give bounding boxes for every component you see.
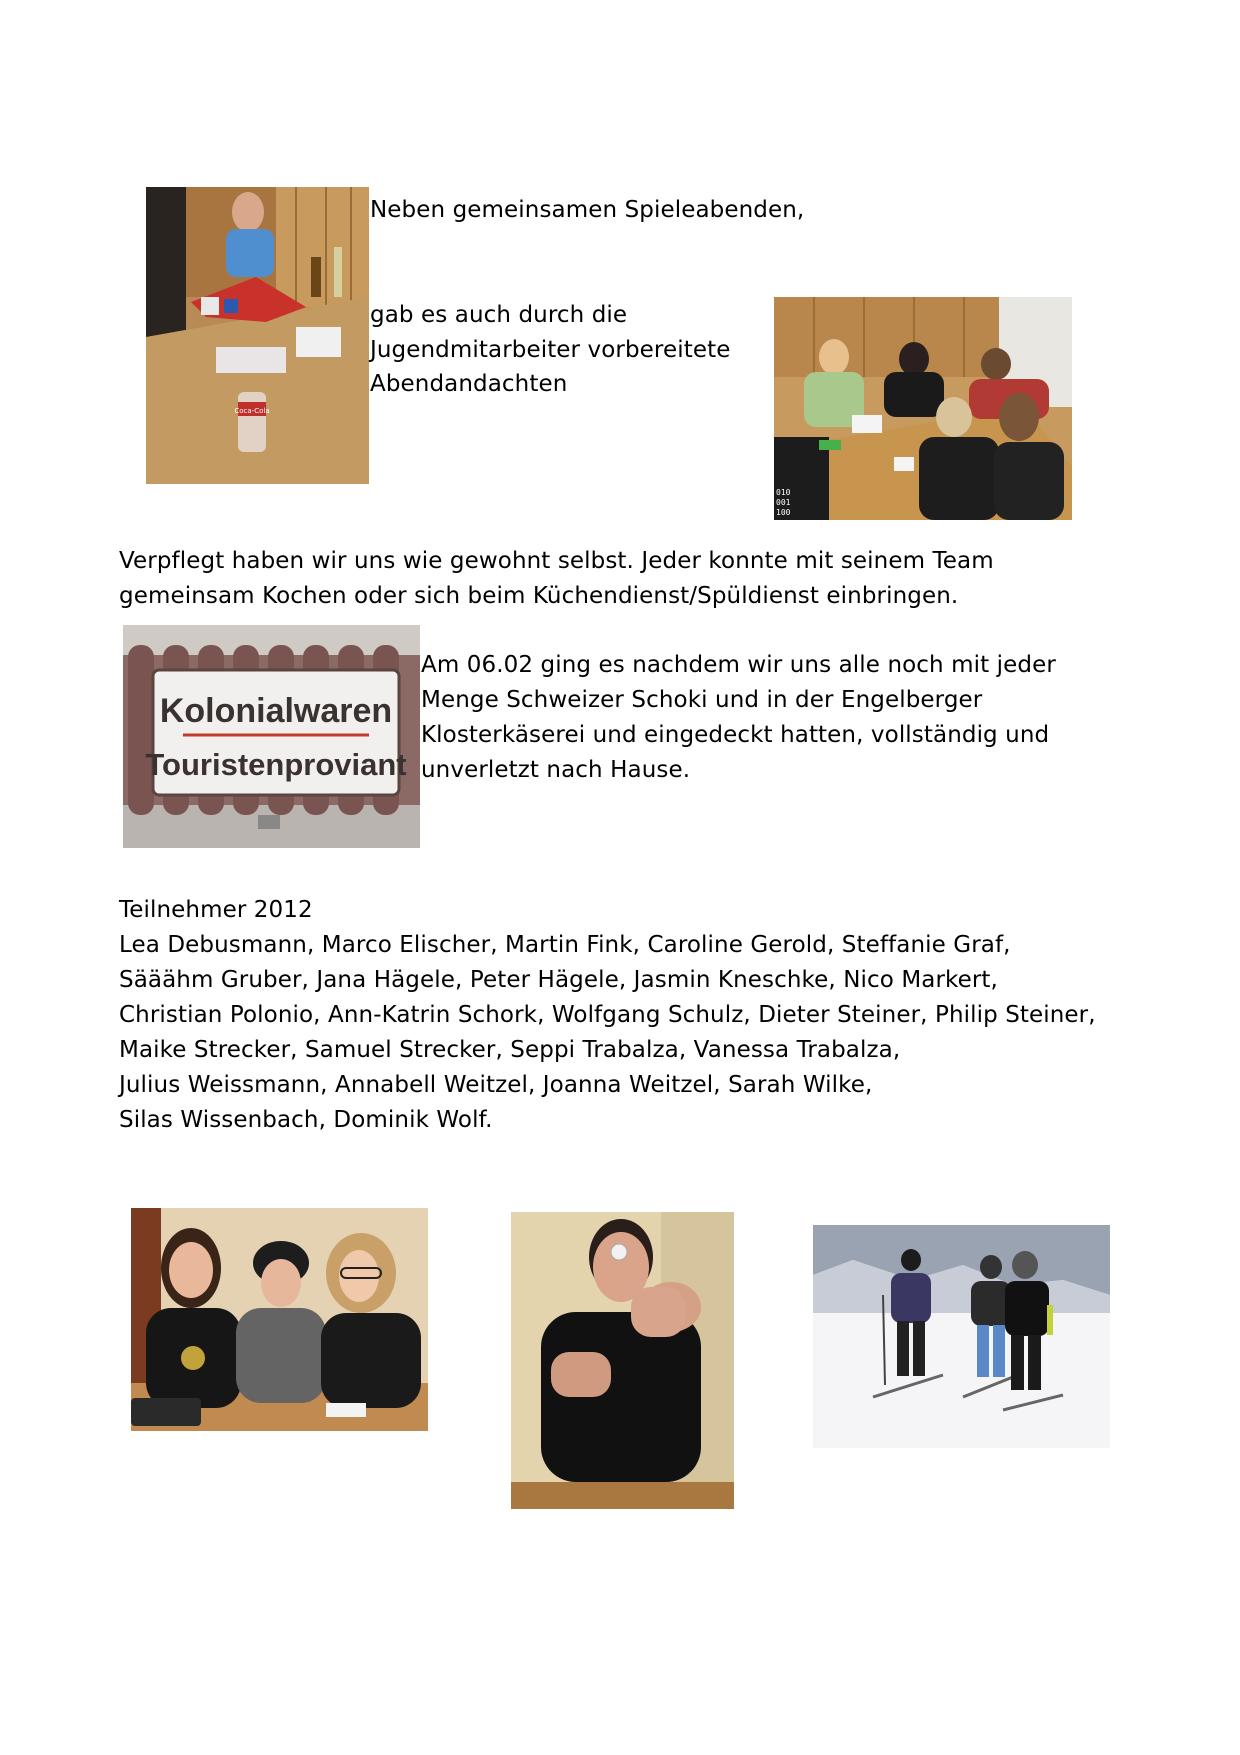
teilnehmer-line-2: Sääähm Gruber, Jana Hägele, Peter Hägele, Jasmin Kneschke, Nico Markert, (119, 967, 998, 993)
photo-abendandacht-group (774, 297, 1072, 520)
teilnehmer-line-5: Julius Weissmann, Annabell Weitzel, Joanna Weitzel, Sarah Wilke, (119, 1072, 873, 1098)
intro-spieleabende: Neben gemeinsamen Spieleabenden, (370, 197, 805, 223)
skiers-image (813, 1225, 1110, 1448)
sign-line-1: Kolonialwaren (159, 692, 393, 730)
coin-trick-image (511, 1212, 734, 1509)
code-line-2: 001 (776, 498, 791, 507)
game-evening-image (146, 187, 369, 484)
intro-andachten-line-3: Abendandachten (370, 371, 568, 397)
sign-image (123, 625, 420, 848)
verpflegung-line-1: Verpflegt haben wir uns wie gewohnt selbst. Jeder konnte mit seinem Team (119, 548, 994, 574)
bottle-label: Coca-Cola (234, 407, 270, 415)
teilnehmer-line-4: Maike Strecker, Samuel Strecker, Seppi Trabalza, Vanessa Trabalza, (119, 1037, 901, 1063)
teilnehmer-line-6: Silas Wissenbach, Dominik Wolf. (119, 1107, 493, 1133)
photo-skiers (813, 1225, 1110, 1448)
code-line-3: 100 (776, 508, 791, 517)
sign-line-2: Touristenproviant (145, 747, 407, 782)
code-line-1: 010 (776, 488, 791, 497)
heimreise-line-4: unverletzt nach Hause. (421, 757, 691, 783)
heimreise-line-1: Am 06.02 ging es nachdem wir uns alle noch mit jeder (421, 652, 1056, 678)
photo-game-evening (146, 187, 369, 484)
heimreise-line-2: Menge Schweizer Schoki und in der Engelberger (421, 687, 983, 713)
photo-three-girls (131, 1208, 428, 1431)
intro-andachten-line-2: Jugendmitarbeiter vorbereitete (370, 337, 731, 363)
photo-kolonialwaren-sign (123, 625, 420, 848)
intro-andachten-line-1: gab es auch durch die (370, 302, 628, 328)
teilnehmer-heading: Teilnehmer 2012 (119, 897, 313, 923)
teilnehmer-line-3: Christian Polonio, Ann-Katrin Schork, Wolfgang Schulz, Dieter Steiner, Philip Steiner, (119, 1002, 1096, 1028)
heimreise-line-3: Klosterkäserei und eingedeckt hatten, vollständig und (421, 722, 1050, 748)
teilnehmer-line-1: Lea Debusmann, Marco Elischer, Martin Fink, Caroline Gerold, Steffanie Graf, (119, 932, 1011, 958)
verpflegung-line-2: gemeinsam Kochen oder sich beim Küchendienst/Spüldienst einbringen. (119, 583, 959, 609)
photo-coin-trick (511, 1212, 734, 1509)
abendandacht-image (774, 297, 1072, 520)
three-girls-image (131, 1208, 428, 1431)
